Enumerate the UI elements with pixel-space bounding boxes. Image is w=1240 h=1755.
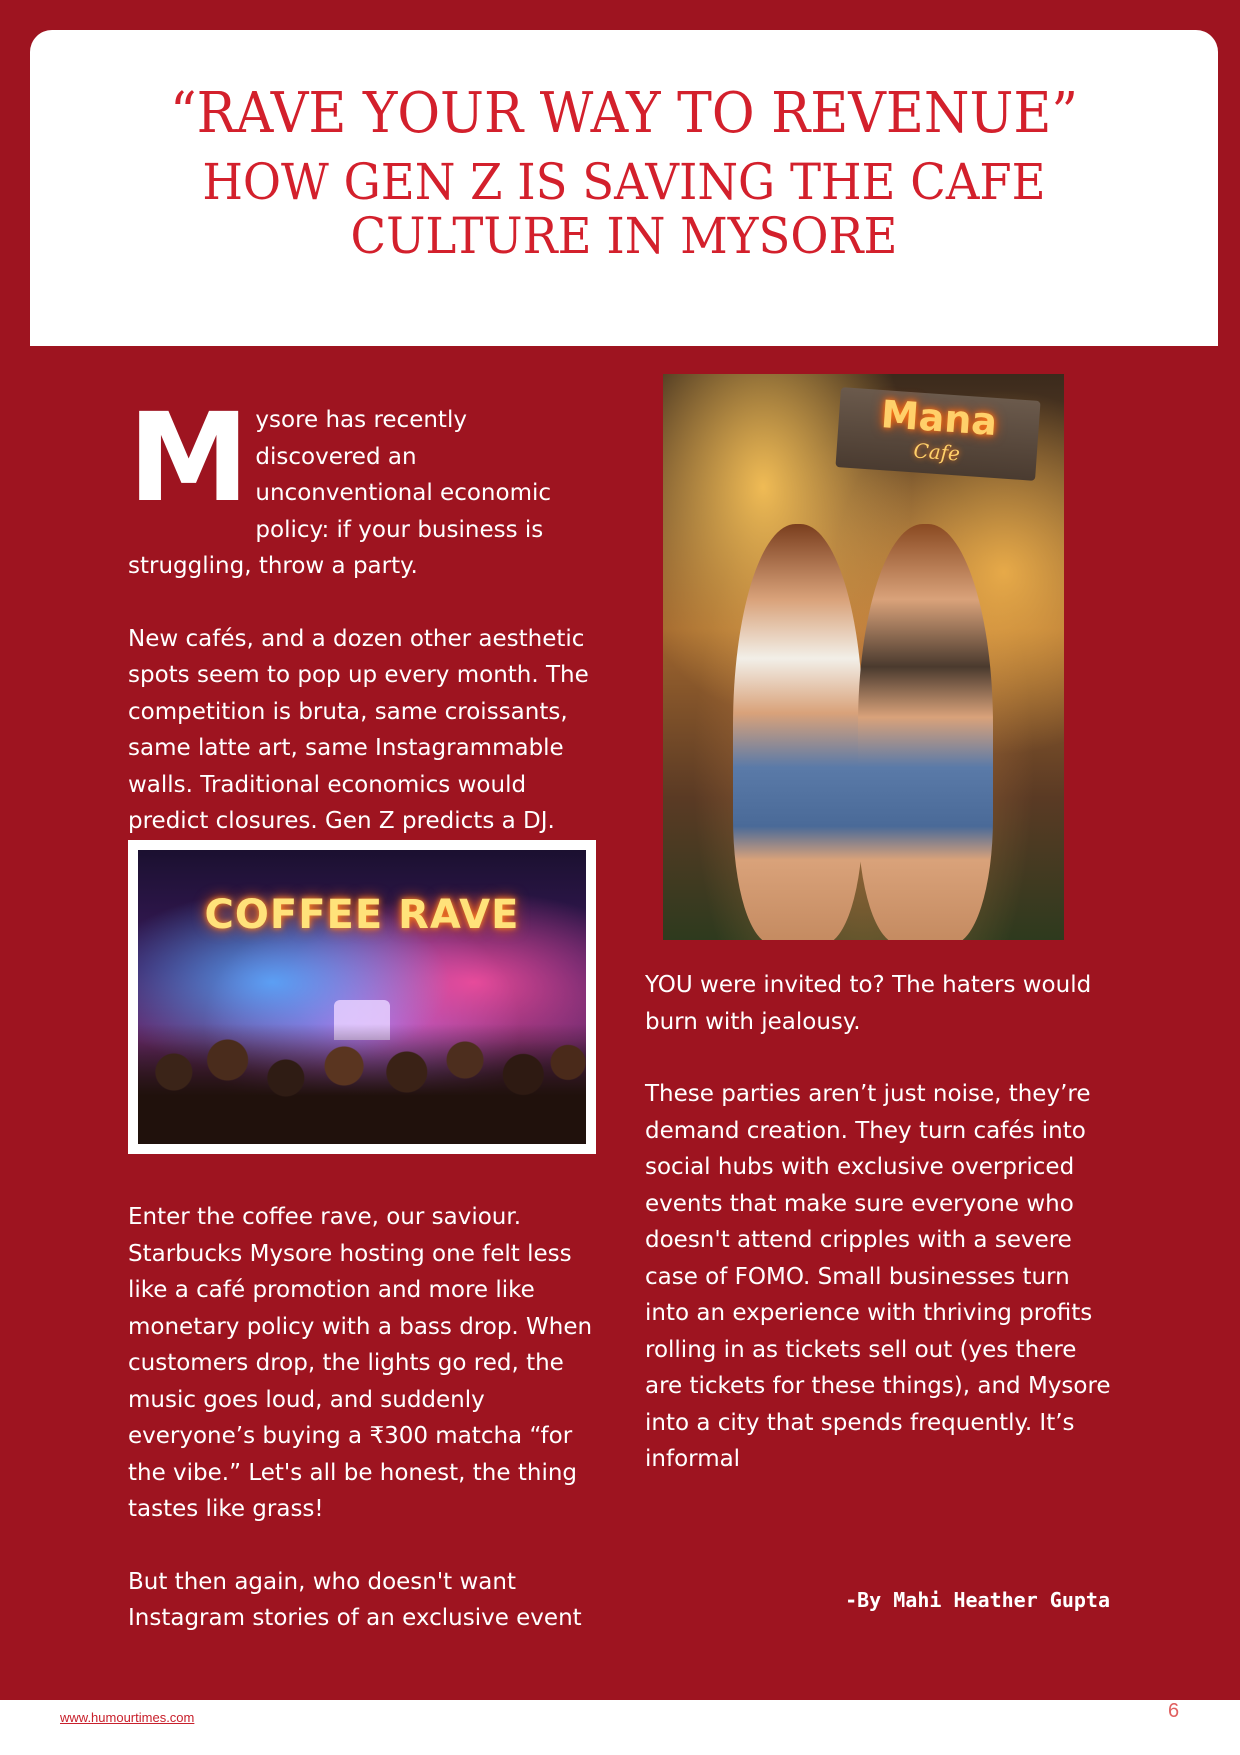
- subtitle-line-1: HOW GEN Z IS SAVING THE CAFE: [202, 153, 1046, 211]
- crowd-figures: [138, 1024, 586, 1144]
- intro-paragraph: [128, 387, 598, 585]
- article-title: “RAVE YOUR WAY TO REVENUE”: [169, 81, 1079, 146]
- article-subtitle: [72, 155, 1177, 263]
- paragraph-3: Enter the coffee rave, our saviour. Starbucks Mysore hosting one felt less like a café promotion and more like monetary policy with a bass drop. When customers drop, the lights go red, the music goes loud, and suddenly everyone’s buying a ₹300 matcha “for the vibe.” Let's all be honest, the thing tastes like grass!: [128, 1204, 593, 1522]
- coffee-rave-photo-frame: [128, 840, 596, 1154]
- right-paragraph-2: These parties aren’t just noise, they’re demand creation. They turn cafés into social hubs with exclusive overpriced events that make sure everyone who doesn't attend cripples with a severe case of FOMO. Small businesses turn into an experience with thriving profits rolling in as tickets sell out (yes there are tickets for these things), and Mysore into a city that spends frequently. It’s informal: [645, 1081, 1111, 1472]
- person-figure-left: [733, 524, 863, 940]
- person-figure-right: [858, 524, 993, 940]
- left-column-bottom: [128, 1199, 598, 1637]
- mana-cafe-photo: [663, 374, 1064, 940]
- intro-text: ysore has recently discovered an unconventional economic policy: if your business is struggling, throw a party.: [128, 407, 552, 579]
- cafe-sign-sub: Cafe: [912, 438, 961, 466]
- cafe-sign: [835, 387, 1040, 481]
- right-paragraph-1: YOU were invited to? The haters would burn with jealousy.: [645, 972, 1092, 1035]
- coffee-rave-sign: COFFEE RAVE: [204, 892, 520, 938]
- right-column: [645, 967, 1115, 1478]
- page-number: 6: [1168, 1700, 1180, 1722]
- paragraph-4: But then again, who doesn't want Instagram stories of an exclusive event: [128, 1568, 582, 1631]
- drop-cap: M: [128, 387, 248, 529]
- author-byline: -By Mahi Heather Gupta: [845, 1588, 1110, 1612]
- cafe-sign-name: Mana: [879, 392, 999, 445]
- header-box: [30, 30, 1218, 346]
- paragraph-2: New cafés, and a dozen other aesthetic spots seem to pop up every month. The competition is bruta, same croissants, same latte art, same Instagrammable walls. Traditional economics would predict closures. Gen Z predicts a DJ.: [128, 625, 589, 834]
- left-column-top: [128, 387, 598, 840]
- footer-website-link[interactable]: www.humourtimes.com: [60, 1710, 195, 1725]
- coffee-rave-photo: [138, 850, 586, 1144]
- subtitle-line-2: CULTURE IN MYSORE: [350, 207, 898, 265]
